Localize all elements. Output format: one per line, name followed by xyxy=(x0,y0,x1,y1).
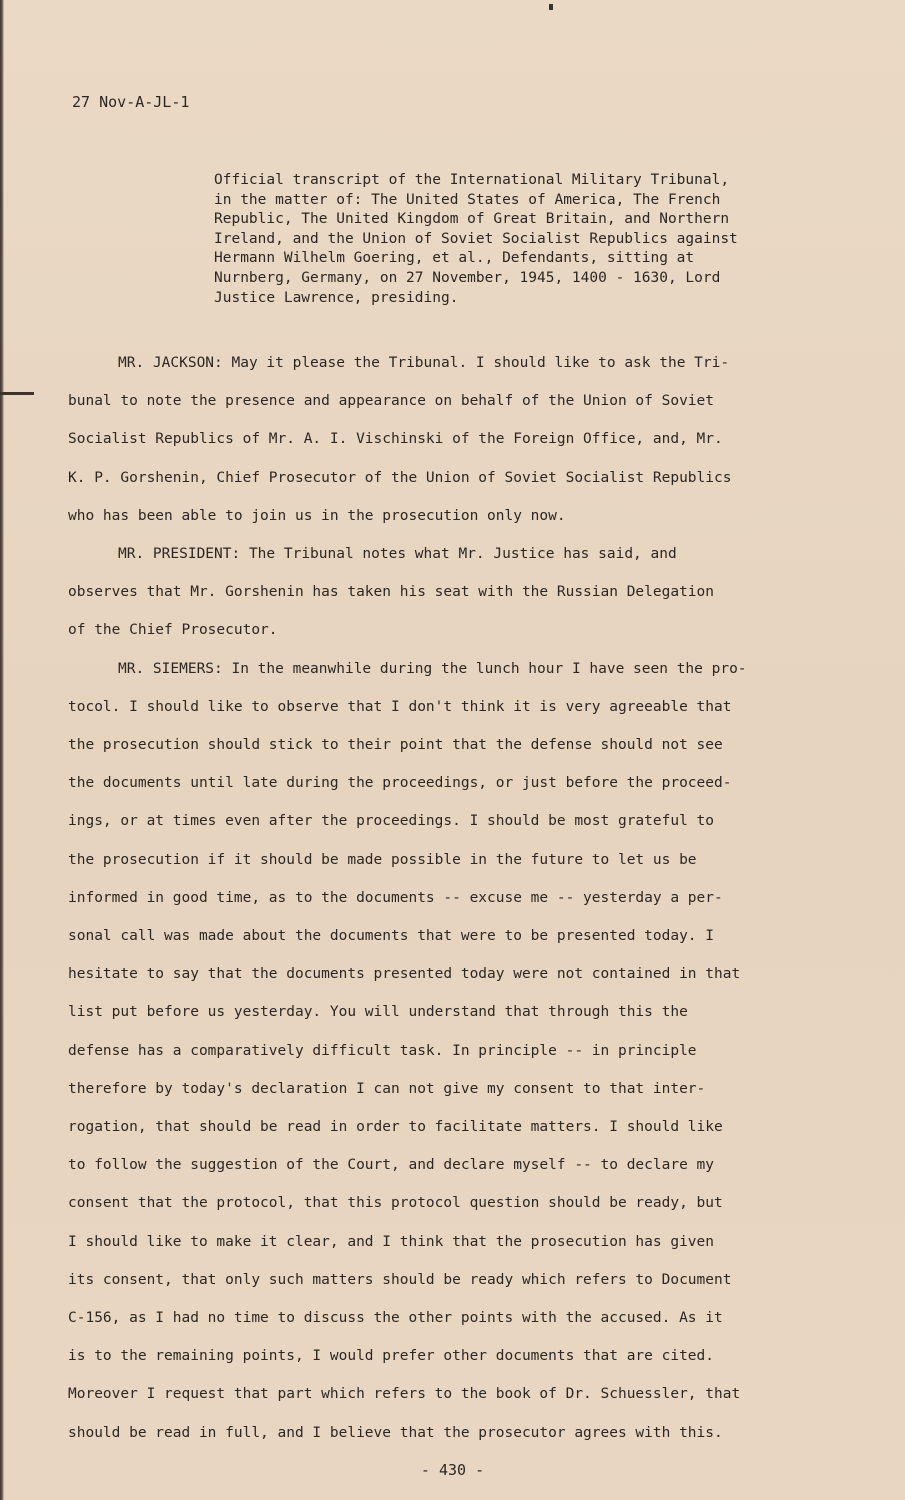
body-line: of the Chief Prosecutor. xyxy=(68,622,278,639)
transcript-body xyxy=(68,344,828,1452)
header-line: Official transcript of the International Military Tribunal, xyxy=(214,172,730,188)
body-line: I should like to make it clear, and I think that the prosecution has given xyxy=(68,1233,715,1250)
body-line: the prosecution should stick to their point that the defense should not see xyxy=(68,737,723,754)
body-line: the documents until late during the proceedings, or just before the proceed- xyxy=(68,775,732,792)
body-line: hesitate to say that the documents presented today were not contained in that xyxy=(68,966,741,983)
body-line: rogation, that should be read in order to facilitate matters. I should like xyxy=(68,1119,723,1136)
body-line: list put before us yesterday. You will understand that through this the xyxy=(68,1004,688,1021)
header-line: Nurnberg, Germany, on 27 November, 1945, 1400 - 1630, Lord xyxy=(214,269,721,286)
body-line: C-156, as I had no time to discuss the other points with the accused. As it xyxy=(68,1310,723,1327)
top-punch-mark xyxy=(549,4,553,10)
body-line: its consent, that only such matters should be ready which refers to Document xyxy=(68,1271,732,1288)
body-line: ings, or at times even after the proceedings. I should be most grateful to xyxy=(68,813,715,830)
body-line: the prosecution if it should be made possible in the future to let us be xyxy=(68,851,697,868)
header-line: Hermann Wilhelm Goering, et al., Defendants, sitting at xyxy=(214,250,695,267)
body-line: MR. SIEMERS: In the meanwhile during the lunch hour I have seen the pro- xyxy=(118,660,747,677)
body-line: observes that Mr. Gorshenin has taken his seat with the Russian Delegation xyxy=(68,584,715,601)
page-number: - 430 - xyxy=(420,1461,485,1479)
header-line: Ireland, and the Union of Soviet Socialist Republics against xyxy=(214,230,738,247)
document-id: 27 Nov-A-JL-1 xyxy=(72,93,190,111)
header-line: Justice Lawrence, presiding. xyxy=(214,289,459,306)
body-line: therefore by today's declaration I can not give my consent to that inter- xyxy=(68,1080,706,1097)
body-line: informed in good time, as to the documents -- excuse me -- yesterday a per- xyxy=(68,889,723,906)
body-line: tocol. I should like to observe that I don't think it is very agreeable that xyxy=(68,698,732,715)
body-line: who has been able to join us in the prosecution only now. xyxy=(68,507,566,524)
page-binding-edge xyxy=(0,0,4,1500)
body-line: Socialist Republics of Mr. A. I. Vischinski of the Foreign Office, and, Mr. xyxy=(68,431,723,448)
body-line: Moreover I request that part which refers to the book of Dr. Schuessler, that xyxy=(68,1386,741,1403)
body-line: MR. JACKSON: May it please the Tribunal. I should like to ask the Tri- xyxy=(118,355,730,371)
body-line: to follow the suggestion of the Court, and declare myself -- to declare my xyxy=(68,1157,715,1174)
body-line: is to the remaining points, I would prefer other documents that are cited. xyxy=(68,1348,715,1365)
body-line: sonal call was made about the documents that were to be presented today. I xyxy=(68,928,715,945)
body-line: bunal to note the presence and appearance on behalf of the Union of Soviet xyxy=(68,393,715,410)
header-line: in the matter of: The United States of America, The French xyxy=(214,191,721,208)
body-line: defense has a comparatively difficult task. In principle -- in principle xyxy=(68,1042,697,1059)
body-line: consent that the protocol, that this protocol question should be ready, but xyxy=(68,1195,723,1212)
margin-tab-mark xyxy=(0,392,34,395)
header-line: Republic, The United Kingdom of Great Britain, and Northern xyxy=(214,211,730,228)
body-line: MR. PRESIDENT: The Tribunal notes what Mr. Justice has said, and xyxy=(118,546,677,563)
body-line: should be read in full, and I believe that the prosecutor agrees with this. xyxy=(68,1424,723,1441)
body-line: K. P. Gorshenin, Chief Prosecutor of the Union of Soviet Socialist Republics xyxy=(68,469,732,486)
transcript-header xyxy=(214,171,814,308)
